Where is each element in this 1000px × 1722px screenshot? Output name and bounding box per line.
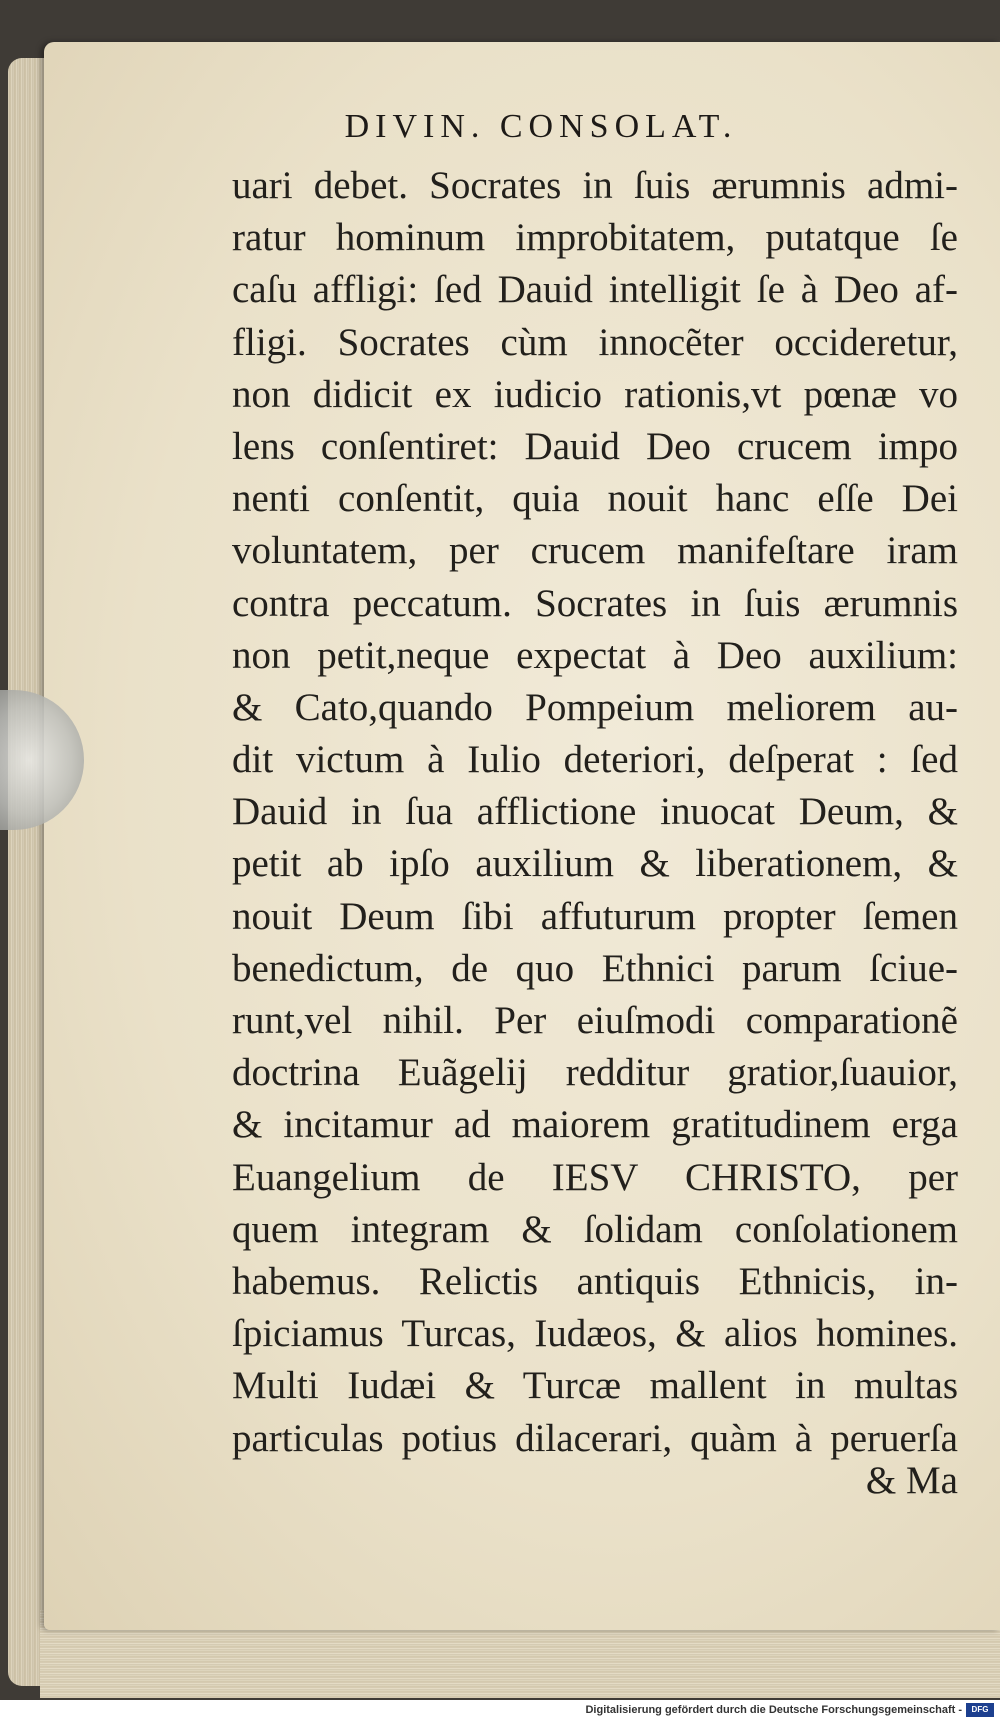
footer-bar bbox=[0, 1700, 1000, 1722]
text-line: ratur hominum improbitatem, putatque ſe bbox=[232, 216, 958, 260]
catchword: & Ma bbox=[865, 1459, 958, 1502]
text-line: Dauid in ſua afflictione inuocat Deum, & bbox=[232, 790, 958, 834]
text-line: uari debet. Socrates in ſuis ærumnis admi- bbox=[232, 164, 958, 207]
text-line: runt,vel nihil. Per eiuſmodi comparationẽ bbox=[232, 999, 958, 1042]
text-line: voluntatem, per crucem manifeſtare iram bbox=[232, 529, 958, 573]
text-line: benedictum, de quo Ethnici parum ſciue- bbox=[232, 946, 958, 990]
text-line: & incitamur ad maiorem gratitudinem erga bbox=[232, 1103, 958, 1147]
text-line: ſpiciamus Turcas, Iudæos, & alios homines. bbox=[232, 1312, 958, 1356]
text-line: nenti conſentit, quia nouit hanc eſſe Dei bbox=[232, 477, 958, 521]
body-text bbox=[232, 160, 958, 1465]
text-line: non petit,neque expectat à Deo auxilium: bbox=[232, 633, 958, 677]
text-line: habemus. Relictis antiquis Ethnicis, in- bbox=[232, 1259, 958, 1303]
text-line: contra peccatum. Socrates in ſuis ærumnis bbox=[232, 581, 958, 625]
running-head: DIVIN. CONSOLAT. bbox=[344, 108, 738, 145]
text-line: nouit Deum ſibi affuturum propter ſemen bbox=[232, 894, 958, 938]
text-line: Multi Iudæi & Turcæ mallent in multas bbox=[232, 1364, 958, 1408]
text-line: quem integram & ſolidam conſolationem bbox=[232, 1207, 958, 1251]
text-line: & Cato,quando Pompeium meliorem au- bbox=[232, 685, 958, 729]
dfg-logo-icon: DFG bbox=[966, 1703, 994, 1717]
text-line: Euangelium de IESV CHRISTO, per bbox=[232, 1155, 958, 1199]
text-line: fligi. Socrates cùm innocẽter occideretur, bbox=[232, 320, 958, 364]
text-line: lens conſentiret: Dauid Deo crucem impo bbox=[232, 424, 958, 468]
footer-credit: Digitalisierung gefördert durch die Deutsche Forschungsgemeinschaft - bbox=[585, 1704, 962, 1716]
text-line: dit victum à Iulio deteriori, deſperat : ſed bbox=[232, 738, 958, 782]
text-line: caſu affligi: ſed Dauid intelligit ſe à Deo af- bbox=[232, 268, 958, 312]
text-line: doctrina Euãgelij redditur gratior,ſuauior, bbox=[232, 1051, 958, 1095]
text-line: petit ab ipſo auxilium & liberationem, & bbox=[232, 842, 958, 886]
text-line: particulas potius dilacerari, quàm à peruerſa bbox=[232, 1416, 958, 1460]
text-line: non didicit ex iudicio rationis,vt pœnæ vo bbox=[232, 372, 958, 416]
